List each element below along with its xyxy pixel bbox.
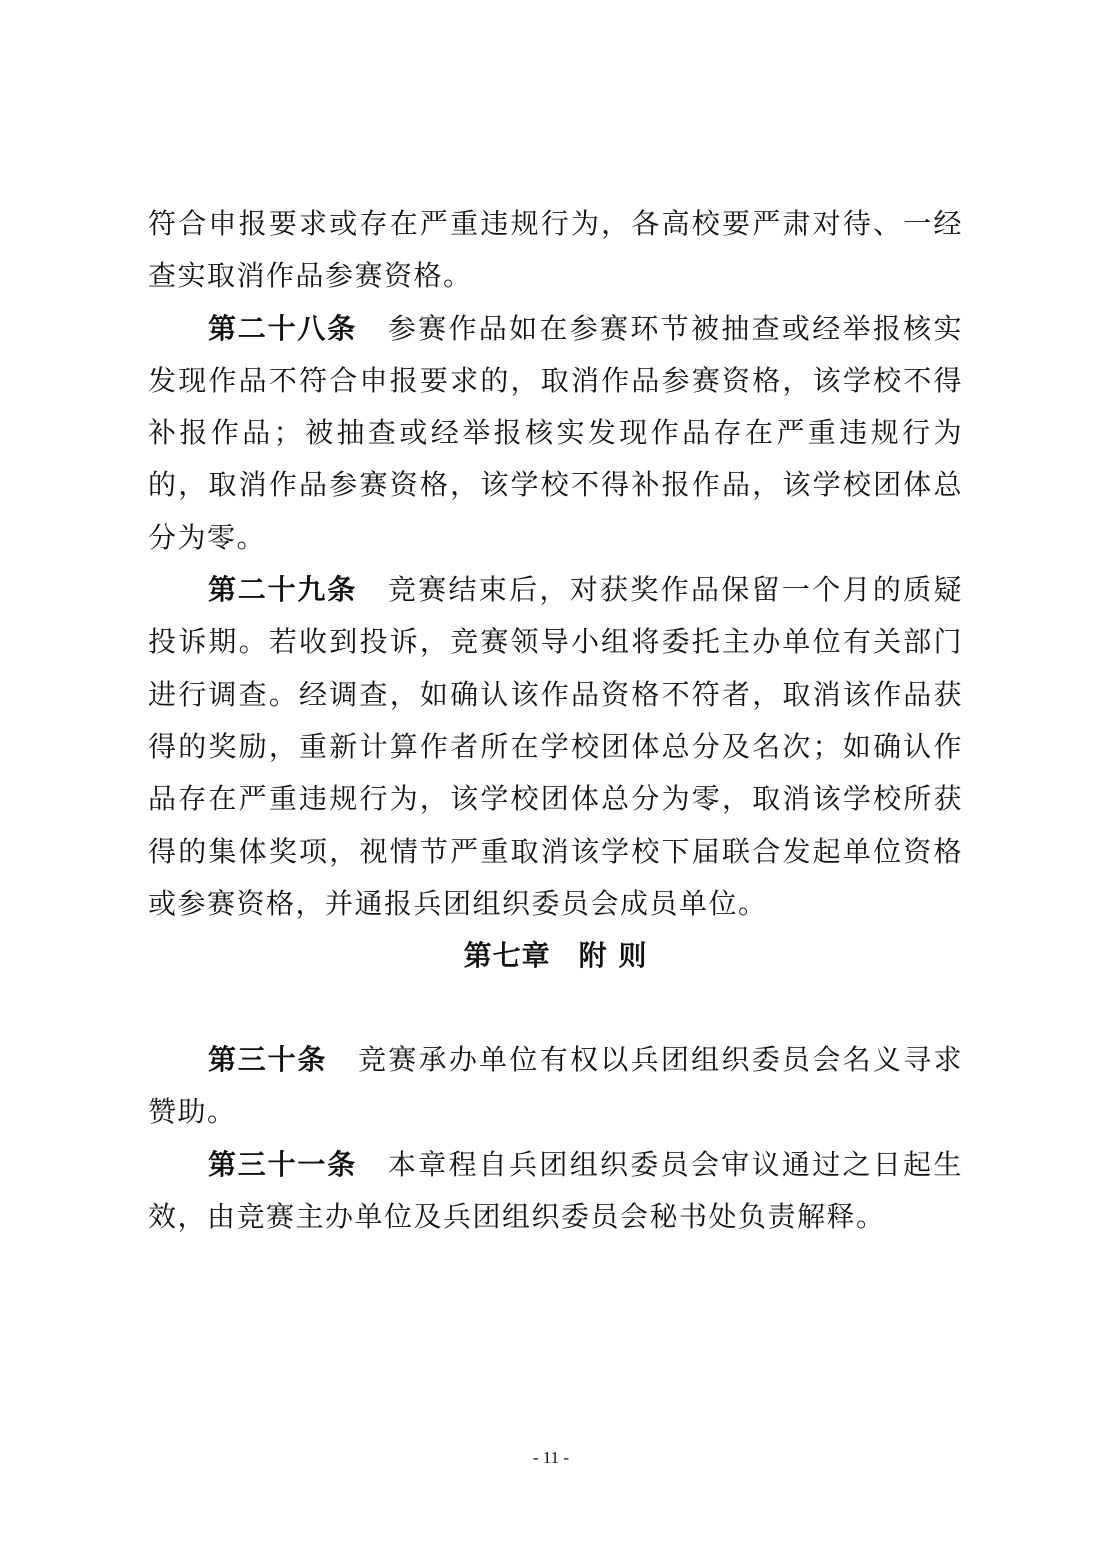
article-28 <box>148 303 963 564</box>
article-29 <box>148 564 963 930</box>
article-31 <box>148 1139 963 1244</box>
paragraph-continuation <box>148 198 963 303</box>
paragraph-text: 符合申报要求或存在严重违规行为，各高校要严肃对待、一经查实取消作品参赛资格。 <box>148 207 963 293</box>
chapter-title: 附 则 <box>578 939 648 973</box>
article-number: 第二十八条 <box>208 311 358 345</box>
article-text: 本章程自兵团组织委员会审议通过之日起生效，由竞赛主办单位及兵团组织委员会秘书处负责解释。 <box>148 1147 963 1234</box>
article-text: 竞赛承办单位有权以兵团组织委员会名义寻求赞助。 <box>148 1043 963 1129</box>
document-body <box>148 198 963 1243</box>
article-text: 竞赛结束后，对获奖作品保留一个月的质疑投诉期。若收到投诉，竞赛领导小组将委托主办单位有关部门进行调查。经调查，如确认该作品资格不符者，取消该作品获得的奖励，重新计算作者所在学校团体总分及名次；如确认作品存在严重违规行为，该学校团体总分为零，取消该学校所获得的集体奖项，视情节严重取消该学校下届联合发起单位资格或参赛资格，并通报兵团组织委员会成员单位。 <box>148 573 963 920</box>
chapter-number: 第七章 <box>463 939 551 973</box>
article-30 <box>148 1034 963 1139</box>
chapter-heading <box>148 930 963 982</box>
article-text: 参赛作品如在参赛环节被抽查或经举报核实发现作品不符合申报要求的，取消作品参赛资格，该学校不得补报作品；被抽查或经举报核实发现作品存在严重违规行为的，取消作品参赛资格，该学校不得补报作品，该学校团体总分为零。 <box>148 311 963 554</box>
article-number: 第三十一条 <box>208 1147 358 1181</box>
page-number: - 11 - <box>532 1448 570 1467</box>
article-number: 第二十九条 <box>208 573 358 607</box>
article-number: 第三十条 <box>208 1043 328 1077</box>
